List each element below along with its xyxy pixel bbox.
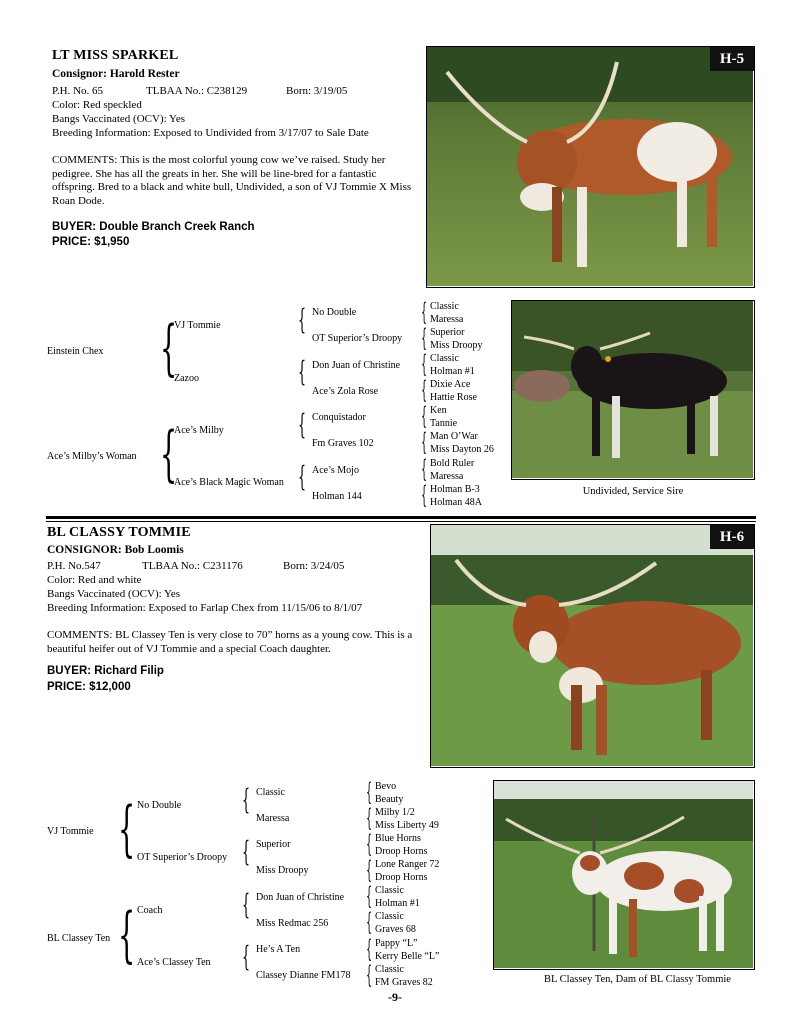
pedigree-ggp: Ace’s Mojo [312, 465, 359, 476]
brace-icon: { [421, 455, 428, 483]
brace-icon: { [421, 324, 428, 352]
pedigree-gp: Ace’s Black Magic Woman [174, 477, 284, 488]
pedigree-gggp: Superior [430, 327, 465, 338]
pedigree-ggp: Ace’s Zola Rose [312, 386, 379, 397]
pedigree-gggp: Classic [375, 964, 404, 975]
brace-icon: { [298, 303, 307, 336]
pedigree-ggp: Classey Dianne FM178 [256, 970, 351, 981]
sire-photo [511, 300, 755, 480]
comments: COMMENTS: BL Classey Ten is very close to 70” horns as a young cow. This is a beautiful heifer out of VJ Tommie and a special Coach daughter. [47, 629, 413, 655]
pedigree-gggp: Holman #1 [430, 366, 475, 377]
brace-icon: { [366, 908, 373, 936]
brace-icon: { [366, 856, 373, 884]
born-date: Born: 3/19/05 [286, 85, 348, 97]
brace-icon: { [366, 830, 373, 858]
pedigree-gggp: Classic [375, 911, 404, 922]
pedigree-ggp: No Double [312, 307, 357, 318]
color: Color: Red speckled [52, 99, 142, 111]
section-divider [46, 516, 756, 519]
cow-photo [426, 46, 755, 288]
pedigree-gp: Ace’s Milby [174, 425, 224, 436]
photo-caption: BL Classey Ten, Dam of BL Classy Tommie [544, 974, 731, 985]
brace-icon: { [421, 298, 428, 326]
brace-icon: { [242, 835, 251, 868]
pedigree-gggp: Tannie [430, 418, 458, 429]
lot-title: LT MISS SPARKEL [52, 48, 179, 63]
pedigree-gggp: Milby 1/2 [375, 807, 415, 818]
pedigree-ggp: Classic [256, 787, 285, 798]
pedigree-ggp: He’s A Ten [256, 944, 301, 955]
tlbaa-number: TLBAA No.: C231176 [142, 560, 243, 572]
consignor: Consignor: Harold Rester [52, 68, 180, 80]
brace-icon: { [366, 804, 373, 832]
pedigree-ggp: Fm Graves 102 [312, 438, 374, 449]
brace-icon: { [366, 778, 373, 806]
brace-icon: { [242, 783, 251, 816]
pedigree-gggp: Classic [375, 885, 404, 896]
pedigree-ggp: OT Superior’s Droopy [312, 333, 403, 344]
brace-icon: { [298, 408, 307, 441]
brace-icon: { [160, 419, 178, 489]
buyer: BUYER: Double Branch Creek Ranch [52, 221, 255, 233]
pedigree-ggp: Miss Droopy [256, 865, 309, 876]
brace-icon: { [160, 313, 178, 383]
pedigree-gggp: Blue Horns [375, 833, 421, 844]
photo-caption: Undivided, Service Sire [582, 486, 684, 497]
ph-number: P.H. No. 65 [52, 85, 104, 97]
breeding-info: Breeding Information: Exposed to Undivided from 3/17/07 to Sale Date [52, 127, 369, 139]
pedigree-gp: OT Superior’s Droopy [137, 852, 228, 863]
pedigree-gp: VJ Tommie [174, 320, 221, 331]
price: PRICE: $12,000 [47, 681, 131, 693]
pedigree-gggp: Lone Ranger 72 [375, 859, 440, 870]
pedigree-gggp: Maressa [430, 314, 464, 325]
pedigree-gggp: Pappy “L” [375, 938, 418, 949]
pedigree-gggp: Dixie Ace [430, 379, 471, 390]
breeding-info: Breeding Information: Exposed to Farlap Chex from 11/15/06 to 8/1/07 [47, 602, 363, 614]
pedigree-gggp: Miss Liberty 49 [375, 820, 439, 831]
brace-icon: { [421, 481, 428, 509]
brace-icon: { [421, 376, 428, 404]
pedigree-sire: VJ Tommie [47, 826, 94, 837]
pedigree-gggp: Droop Horns [375, 872, 428, 883]
brace-icon: { [118, 794, 136, 864]
pedigree-ggp: Holman 144 [312, 491, 362, 502]
comments: COMMENTS: This is the most colorful young cow we’ve raised. Study her pedigree. She has all the greats in her. She will be line-bred for a fantastic offspring. Bred to a black and white bull, Undivided, a son of VJ Tommie X Miss Roan Dode. [52, 154, 412, 207]
pedigree-ggp: Conquistador [312, 412, 366, 423]
color: Color: Red and white [47, 574, 142, 586]
pedigree-gggp: Maressa [430, 471, 464, 482]
price: PRICE: $1,950 [52, 236, 130, 248]
pedigree-gggp: Droop Horns [375, 846, 428, 857]
brace-icon: { [366, 935, 373, 963]
pedigree-gp: No Double [137, 800, 182, 811]
pedigree-gggp: Miss Dayton 26 [430, 444, 494, 455]
brace-icon: { [298, 460, 307, 493]
pedigree-gggp: Hattie Rose [430, 392, 477, 403]
dam-photo [493, 780, 755, 970]
pedigree-gggp: Ken [430, 405, 447, 416]
bangs-vaccinated: Bangs Vaccinated (OCV): Yes [47, 588, 181, 600]
pedigree-gggp: Beauty [375, 794, 404, 805]
brace-icon: { [366, 961, 373, 989]
pedigree-gggp: Kerry Belle “L” [375, 951, 440, 962]
pedigree-gp: Zazoo [174, 373, 199, 384]
brace-icon: { [421, 402, 428, 430]
pedigree-gggp: Miss Droopy [430, 340, 483, 351]
section-divider-thin [46, 521, 756, 522]
brace-icon: { [242, 888, 251, 921]
pedigree-gggp: Classic [430, 353, 459, 364]
pedigree-gggp: Man O’War [430, 431, 478, 442]
lot-badge: H-6 [710, 525, 754, 549]
pedigree-gp: Coach [137, 905, 163, 916]
pedigree-gggp: Holman #1 [375, 898, 420, 909]
brace-icon: { [298, 355, 307, 388]
ph-number: P.H. No.547 [47, 560, 101, 572]
consignor: CONSIGNOR: Bob Loomis [47, 544, 184, 556]
pedigree-ggp: Superior [256, 839, 291, 850]
cow-photo [430, 524, 755, 768]
pedigree-ggp: Miss Redmac 256 [256, 918, 329, 929]
pedigree-ggp: Maressa [256, 813, 290, 824]
pedigree-gp: Ace’s Classey Ten [137, 957, 211, 968]
pedigree-ggp: Don Juan of Christine [256, 892, 345, 903]
born-date: Born: 3/24/05 [283, 560, 345, 572]
page-number: -9- [388, 990, 402, 1004]
pedigree-gggp: Bevo [375, 781, 397, 792]
pedigree-gggp: FM Graves 82 [375, 977, 433, 988]
pedigree-ggp: Don Juan of Christine [312, 360, 401, 371]
pedigree-gggp: Holman 48A [430, 497, 482, 508]
bangs-vaccinated: Bangs Vaccinated (OCV): Yes [52, 113, 186, 125]
brace-icon: { [366, 882, 373, 910]
pedigree-sire: Einstein Chex [47, 346, 104, 357]
brace-icon: { [421, 428, 428, 456]
buyer: BUYER: Richard Filip [47, 665, 164, 677]
brace-icon: { [242, 940, 251, 973]
brace-icon: { [421, 350, 428, 378]
pedigree-gggp: Holman B-3 [430, 484, 480, 495]
pedigree-gggp: Classic [430, 301, 459, 312]
lot-badge: H-5 [710, 47, 754, 71]
pedigree-gggp: Bold Ruler [430, 458, 475, 469]
lot-title: BL CLASSY TOMMIE [47, 525, 191, 540]
pedigree-dam: BL Classey Ten [47, 933, 111, 944]
brace-icon: { [118, 900, 136, 970]
pedigree-gggp: Graves 68 [375, 924, 416, 935]
pedigree-dam: Ace’s Milby’s Woman [47, 451, 137, 462]
tlbaa-number: TLBAA No.: C238129 [146, 85, 248, 97]
